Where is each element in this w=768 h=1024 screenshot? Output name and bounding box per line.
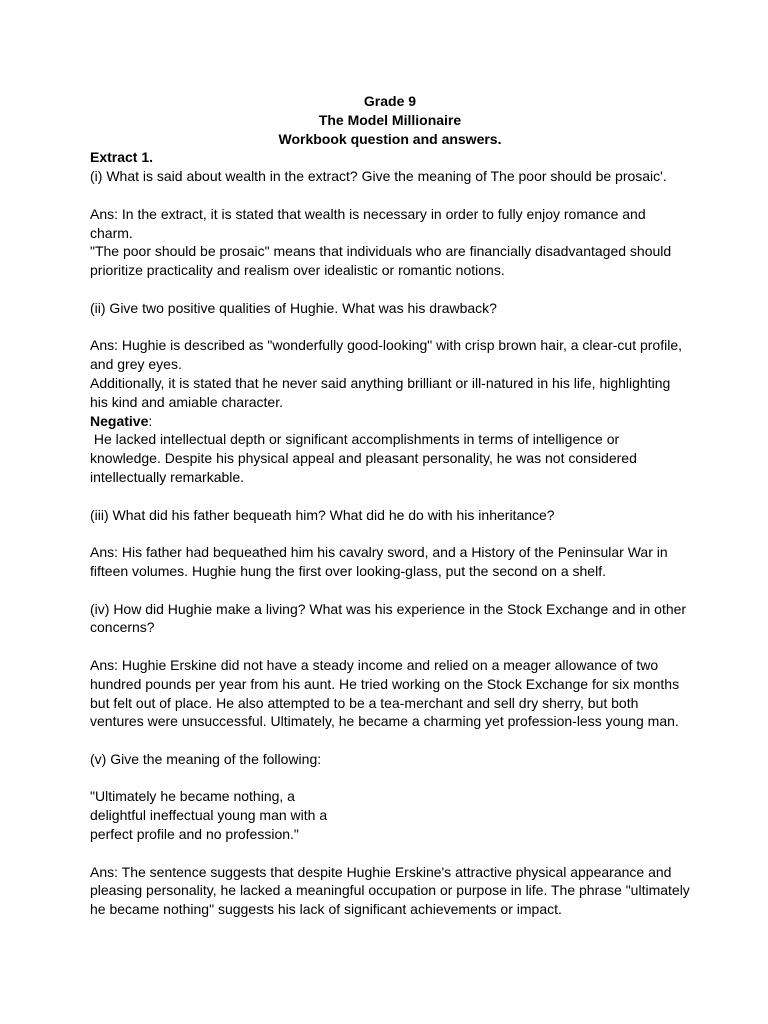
answer-4: Ans: Hughie Erskine did not have a steady income and relied on a meager allowance of two hundred pounds per year from his aunt. He tried working on the Stock Exchange for six months but felt out of place. He also attempted to be a tea-merchant and sell dry sherry, but both ventures were unsuccessful. Ultimately, he became a charming yet profession-less young man. <box>90 656 680 730</box>
answer-3: Ans: His father had bequeathed him his cavalry sword, and a History of the Peninsular War in fifteen volumes. Hughie hung the first over looking-glass, put the second on a shelf. <box>90 544 668 579</box>
extract-label: Extract 1. <box>90 149 154 166</box>
answer-2-part-2: Additionally, it is stated that he never said anything brilliant or ill-natured in his life, highlighting his kind and amiable character. <box>90 374 671 410</box>
answer-1-part-2: "The poor should be prosaic" means that individuals who are financially disadvantaged should prioritize practicality and realism over idealistic or romantic notions. <box>90 243 672 279</box>
spacer <box>90 637 690 656</box>
answer-5: Ans: The sentence suggests that despite Hughie Erskine's attractive physical appearance and pleasing personality, he lacked a meaningful occupation or purpose in life. The phrase "ultimately he became nothing" suggests his lack of significant achievements or impact. <box>90 863 690 918</box>
negative-label: Negative <box>90 412 149 429</box>
spacer <box>90 186 690 205</box>
negative-heading <box>90 412 690 431</box>
negative-colon: : <box>148 412 153 429</box>
answer-1-part-1: Ans: In the extract, it is stated that wealth is necessary in order to fully enjoy romance and charm. <box>90 205 646 241</box>
quote-line-1: "Ultimately he became nothing, a <box>90 788 295 805</box>
spacer <box>90 318 690 337</box>
grade-heading: Grade 9 <box>363 93 417 109</box>
document-page <box>90 92 690 919</box>
spacer <box>90 280 690 299</box>
question-4: (iv) How did Hughie make a living? What was his experience in the Stock Exchange and in other concerns? <box>90 600 687 636</box>
story-title: The Model Millionaire <box>318 111 462 128</box>
question-1: (i) What is said about wealth in the extract? Give the meaning of The poor should be prosaic'. <box>90 168 667 185</box>
spacer <box>90 731 690 750</box>
question-5: (v) Give the meaning of the following: <box>90 750 322 767</box>
negative-text: He lacked intellectual depth or significant accomplishments in terms of intelligence or knowledge. Despite his physical appeal and pleasant personality, he was not considered intellectually remarkable. <box>90 431 641 485</box>
spacer <box>90 844 690 863</box>
spacer <box>90 524 690 543</box>
spacer <box>90 581 690 600</box>
answer-2-part-1: Ans: Hughie is described as "wonderfully good-looking" with crisp brown hair, a clear-cut profile, and grey eyes. <box>90 337 683 373</box>
spacer <box>90 769 690 788</box>
workbook-subtitle: Workbook question and answers. <box>278 130 502 147</box>
question-3: (iii) What did his father bequeath him? What did he do with his inheritance? <box>90 506 555 523</box>
quote-line-2: delightful ineffectual young man with a <box>90 807 328 824</box>
quote-line-3: perfect profile and no profession." <box>90 826 299 843</box>
question-2: (ii) Give two positive qualities of Hughie. What was his drawback? <box>90 299 497 316</box>
spacer <box>90 487 690 506</box>
